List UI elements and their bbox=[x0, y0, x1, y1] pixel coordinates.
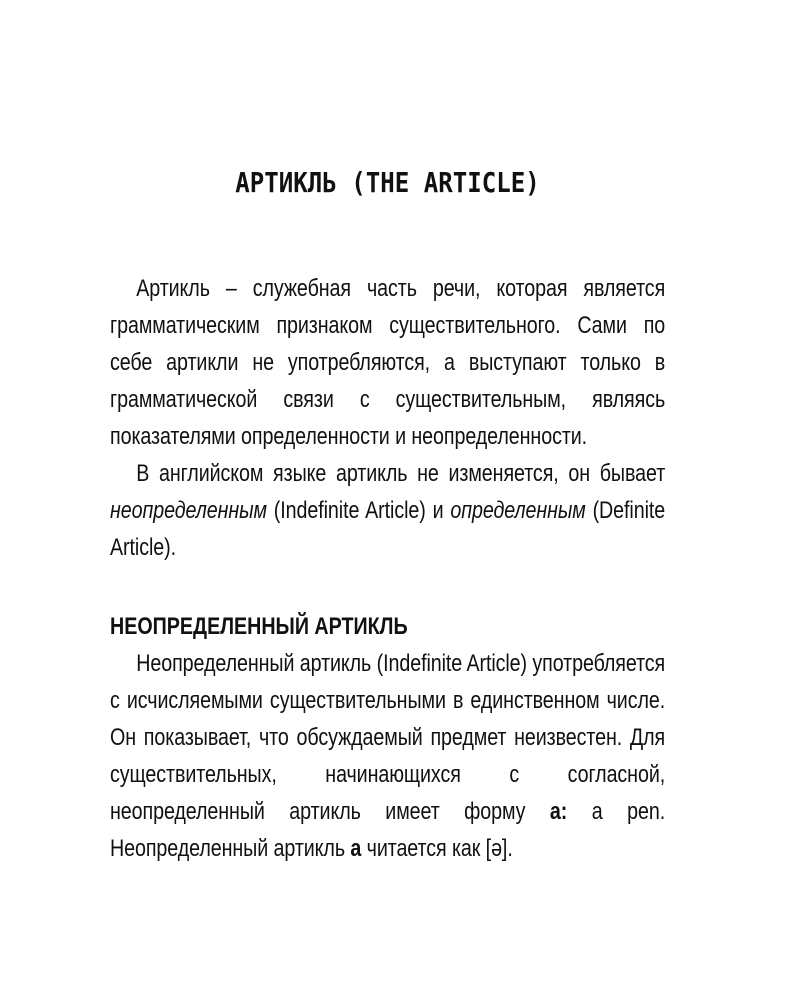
intro-paragraph-2 bbox=[110, 455, 665, 566]
intro-block bbox=[110, 270, 665, 566]
term-definite-en: (Definite Article). bbox=[110, 497, 666, 561]
term-indefinite-ru: неопределенным bbox=[110, 497, 267, 524]
indefinite-article-section bbox=[110, 608, 665, 867]
chapter-title: АРТИКЛЬ (THE ARTICLE) bbox=[235, 166, 540, 199]
pronunciation-note: читается как [ə]. bbox=[366, 835, 513, 862]
term-definite-ru: определенным bbox=[450, 497, 586, 524]
article-form: a: bbox=[549, 798, 568, 825]
section-paragraph-1 bbox=[110, 645, 665, 867]
intro-paragraph-1: Артикль – служебная часть речи, которая является грамматическим признаком существительного. Сами по себе артикли не употребляются, а выступают только в грамматической связи с существительным, являясь показателями определенности и неопределенности. bbox=[110, 275, 666, 450]
section-heading: НЕОПРЕДЕЛЕННЫЙ АРТИКЛЬ bbox=[110, 613, 408, 640]
book-page bbox=[110, 0, 665, 1000]
article-example: a pen. Неопределенный артикль bbox=[110, 798, 666, 862]
section-p1-text: Неопределенный артикль (Indefinite Article) употребляется с исчисляемыми существительными в единственном числе. Он показывает, что обсуждаемый предмет неизвестен. Для существительных, начинающихся с согласной, неопределенный артикль имеет форму bbox=[110, 650, 666, 825]
intro-p2-start: В английском языке артикль не изменяется, он бывает bbox=[136, 460, 666, 487]
article-letter: a bbox=[350, 835, 362, 862]
term-indefinite-en: (Indefinite Article) и bbox=[273, 497, 444, 524]
